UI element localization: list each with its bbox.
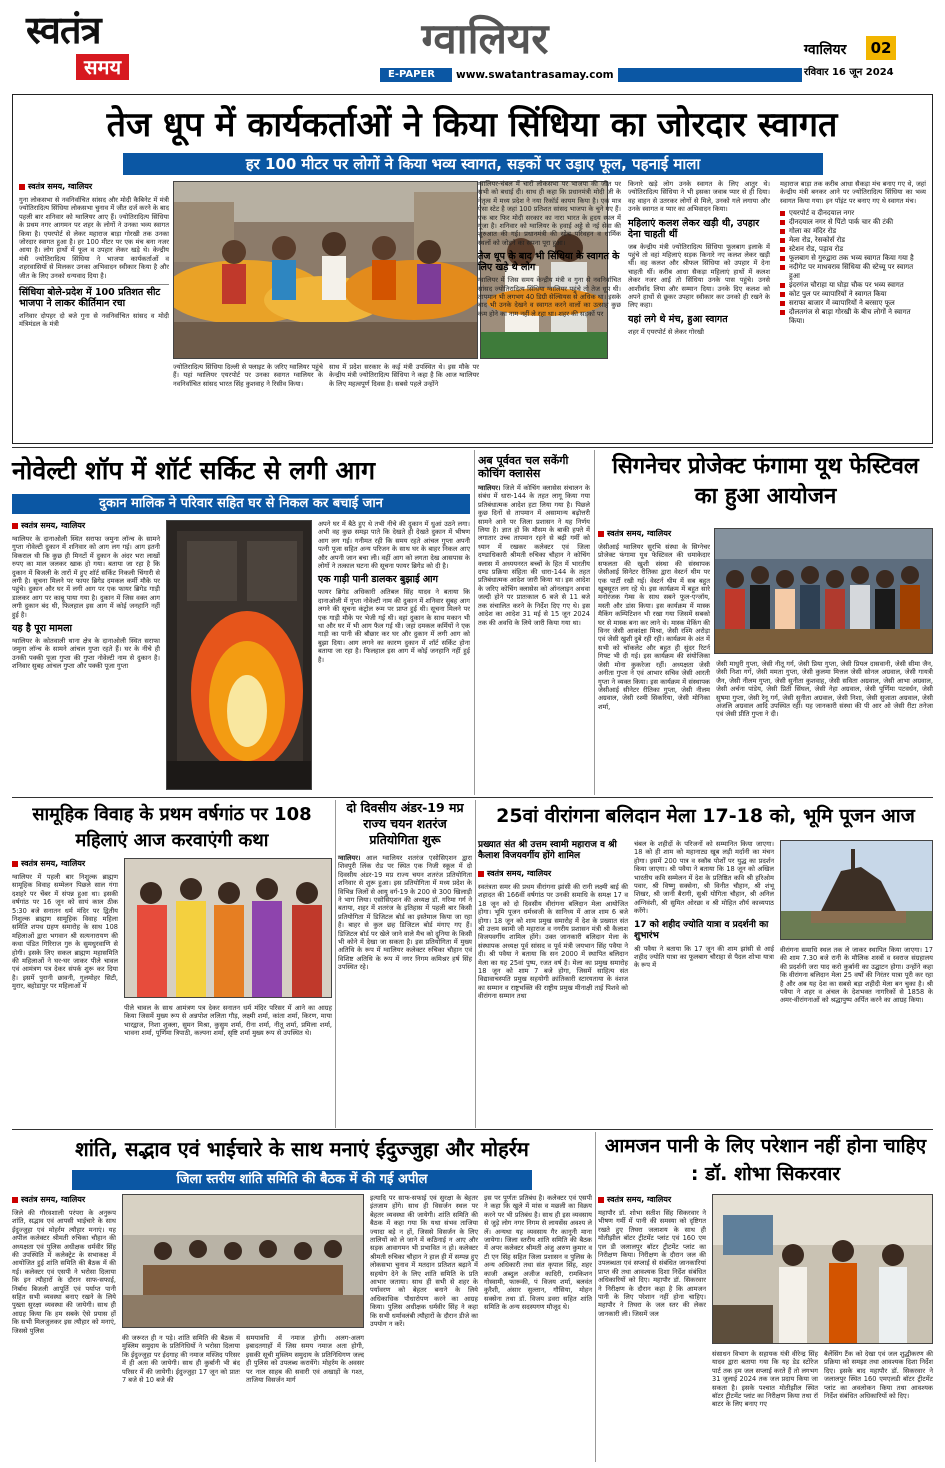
divider <box>12 1129 933 1130</box>
divider <box>475 800 476 1128</box>
list-item: इंदरगंज चौराहा या घोड़ा चौक पर भव्य स्वागत <box>780 281 926 290</box>
column-3 <box>318 520 470 664</box>
inspection-photo-graphic <box>713 1195 933 1344</box>
headline: नोवेल्टी शॉप में शॉर्ट सर्किट से लगी आग <box>12 456 376 485</box>
list-item: गोला का मंदिर रोड <box>780 227 926 236</box>
procession-photo <box>173 181 478 359</box>
meeting-photo <box>122 1194 364 1328</box>
list-item: दौलतगंज से बाड़ा गोरखी के बीच लोगों ने स्वागत किया। <box>780 308 926 326</box>
list-item: कोट पुल पर व्यापारियों ने स्वागत किया <box>780 290 926 299</box>
edition-city: ग्वालियर <box>804 42 847 58</box>
body-text: ग्वालियर-चंबल में चारों लोकसभा पर भाजपा की जीत पर सभी को बधाई दी। साथ ही कहा कि प्रधानमंत्री मोदी जी के नेतृत्व में मध्य प्रदेश ने नया रिकॉर्ड कायम किया है। एक मात्र ऐसा स्टेट है जहां 100 प्रतिशत सांसद भाजपा के चुने गए हैं। एक बार फिर मोदी सरकार का नारा भारत के हृदय स्थल में गूंजा है। शनिवार को ग्वालियर के हवाई अड्डे से नई सेवा की शुरुआत की गई। प्रधानमंत्री की सोच परिवहन व धार्मिक स्थलों को जोड़ने का सपना पूरा हुआ। <box>478 180 621 247</box>
body-text: शहर में एयरपोर्ट से लेकर गोरखी <box>628 327 704 336</box>
fire-photo <box>166 520 312 790</box>
column-1 <box>19 181 169 329</box>
subheading: सिंधिया बोले-प्रदेश में 100 प्रतिशत सीट भाजपा ने लाकर कीर्तिमान रचा <box>19 284 169 309</box>
body-text: फायर ब्रिगेड अधिकारी अतिबल सिंह यादव ने बताया कि दानाओली में गुप्ता नोवेल्टी नाम की दुकान में शनिवार सुबह आग लगने की सूचना कंट्रोल रूम पर प्राप्त हुई थी। सूचना मिलने पर एक गाड़ी मौके पर भेजी गई थी। वहां दुकान के साथ मकान भी था और घर में भी आग फैल गई थी। जहां दमकल कर्मियों ने एक गाड़ी का पानी की बौछार कर घर और दुकान में लगी आग को बुझा दिया। आग लगने का कारण दुकान में शॉर्ट सर्किट होना बताया जा रहा है। फिलहाल इस आग में कोई जनहानि नहीं हुई है। <box>318 588 470 664</box>
column-1 <box>598 528 710 711</box>
body-text: वीरांगना समाधि स्थल तक ले जाकर स्थापित किया जाएगा। 17 की शाम 7.30 बजे रानी के मौलिक शस्त्रों व स्वराज संग्रहालय की प्रदर्शनी जरा याद करो कुर्बानी का उद्घाटन होगा। उन्होंने कहा कि वीरांगना बलिदान मेला 25 वर्षों की निरंतर यात्रा पूरी कर रहा है और अब यह देश का सबसे बड़ा शहीदी मेला बन चुका है। श्री पवैया ने शहर व अंचल के देशभक्त नागरिकों से 1858 के अमर-वीरांगनाओं को श्रद्धापुष्प अर्पित करने का आग्रह किया। <box>780 946 933 1005</box>
body-text: गुना लोकसभा से नवनिर्वाचित सांसद और मोदी कैबिनेट में मंत्री ज्योतिरादित्य सिंधिया लोकसभा चुनाव में जीत दर्ज करने के बाद पहली बार शनिवार को ग्वालियर आए हैं। ज्योतिरादित्य सिंधिया के प्रथम नगर आगमन पर शहर के लोगों ने उनका भव्य स्वागत किया है। एयरपोर्ट से लेकर महाराज बाड़ा गोरखी तक उनका जोरदार स्वागत हुआ है। हर 100 मीटर पर एक मंच बना नजर आया है। लोग हाथों में फूल व उपहार लेकर खड़े थे। केन्द्रीय मंत्री ज्योतिरादित्य सिंधिया ने भाजपा कार्यकर्ताओं व शहरवासियों से मिलकर उनका अभिवादन स्वीकार किया है और जीत के लिए उनको धन्यवाद दिया है। <box>19 196 169 280</box>
dateline: ग्वालियर। <box>338 854 361 862</box>
body-text: संसाधन विभाग के सहायक यंत्री वीरेन्द्र सिंह यादव द्वारा बताया गया कि यह डेड स्टोरेज पार्ट तक हम जल सप्लाई करते हैं तो लगभग 31 जुलाई 2024 तक जल प्रदाय किया जा सकता है। इसके पश्चात मोतीझील स्थित बॉटर ट्रीटमेंट प्लांट का निरीक्षण किया तथा रॉ बाटर के लिए बनाए गए <box>712 1350 818 1409</box>
logo-bottom-text: समय <box>76 54 129 80</box>
body-text: श्री पवैया ने बताया कि 17 जून की शाम झांसी से आई शहीद ज्योति यात्रा का फूलबाग चौराहा से पैदल शोभा यात्रा के रूप में <box>634 944 774 970</box>
page-number: 02 <box>866 36 896 60</box>
body-text <box>338 854 472 972</box>
story-veerangana-mela <box>478 800 933 1130</box>
body-text: महाराज बाड़ा तक करीब आधा सैकड़ा मंच बनाए गए थे, जहां केन्द्रीय मंत्री बनकर आने पर ज्योतिरादित्य सिंधिया का भव्य स्वागत किया गया। इन पॉइंट पर बनाए गए थे स्वागत मंच। <box>780 180 926 205</box>
body-text: इस पर पूर्णतः प्रतिबंध है। कलेक्टर एवं एसपी ने कहा कि खुले में मांस व मछली का विक्रय करने पर भी प्रतिबंध है। साथ ही इस व्यवसाय से जुड़े लोग नगर निगम से लायसेंस अवश्य ले लें। अन्यथा यह व्यवसाय गैर कानूनी माना जायेगा। जिला स्तरीय शांति समिति की बैठक में अपर कलेक्टर श्रीमती अंजु अरुण कुमार व टी एन सिंह सहित जिला प्रशासन व पुलिस के अन्य अधिकारी तथा संत कृपाल सिंह, शहर काजी अब्दुल अजीज कादिरी, रामकिशन गोस्वामी, फारूकी, पं विजय शर्मा, बलवंत कुरैशी, अंसार सुल्तान, गौसिया, मोहन सक्सेना तथा डॉ. विजय डवरा सहित शांति समिति के अन्य सदस्यगण मौजूद थे। <box>484 1194 592 1312</box>
issue-date: रविवार 16 जून 2024 <box>804 67 894 78</box>
statue-photo-graphic <box>781 841 933 940</box>
inspection-photo <box>712 1194 933 1344</box>
logo-top-text: स्वतंत्र <box>26 7 101 52</box>
column-1 <box>12 1194 116 1335</box>
body-text: किनारे खड़े लोग उनके स्वागत के लिए आतुर थे। ज्योतिरादित्य सिंधिया ने भी इसका जवाब प्यार से ही दिया। वह वाहन से उतरकर लोगों से मिले, उनको गले लगाया और उनके स्वागत व प्यार का अभिवादन किया। <box>628 180 770 214</box>
headline: शांति, सद्भाव एवं भाईचारे के साथ मनाएं ईदुज्जुहा और मोहर्रम <box>75 1137 529 1161</box>
body-text <box>478 484 590 627</box>
divider <box>335 800 336 1128</box>
logo <box>26 8 156 88</box>
city-title: ग्वालियर <box>421 14 549 63</box>
headline: अब पूर्ववत चल सकेंगी कोचिंग क्लासेस <box>478 454 569 480</box>
story-coaching <box>478 454 590 794</box>
headline: सामूहिक विवाह के प्रथम वर्षगांठ पर 108 महिलाएं आज करवाएंगी कथा <box>32 804 312 851</box>
byline: स्वतंत्र समय, ग्वालियर <box>12 858 118 869</box>
body-text: बैलेंसिंग टैंक को देखा एवं जल शुद्धीकरण की प्रक्रिया को समझा तथा आवश्यक दिशा निर्देश दिए। इसके बाद महापौर डॉ. सिकरवार ने जलालपुर स्थित 160 एमएलडी बॉटर ट्रीटमेंट प्लांट का अवलोकन किया तथा आवश्यक निर्देश संबंधित अधिकारियों को दिए। <box>824 1350 933 1401</box>
body-text-span: जिले में कोचिंग क्लासेस संचालन के संबंध में धारा-144 के तहत लागू किया गया प्रतिबंधात्मक आदेश हटा लिया गया है। पिछले कुछ दिनों से तापमान में असामान्य बढ़ोत्तरी सामने आने पर जिला प्रशासन ने यह निर्णय लिया है। ज्ञात हो कि मौसम के बाकी हफ्ते में लगातार उच्च तापमान रहने से बढ़ी गर्मी को ध्यान में रखकर कलेक्टर एवं जिला दण्डाधिकारी श्रीमती रुचिका चौहान ने कोचिंग क्लास में अध्ययनरत बच्चों के हित में भारतीय दण्ड प्रक्रिया संहिता की धारा-144 के तहत प्रतिबंधात्मक आदेश जारी किया था। इस आदेश के जरिए कोचिंग क्लासेस को ऑनलाइन अथवा जल्दी होने पर प्रातःकाल 6 बजे से 11 बजे तक संचालित करने के निर्देश दिए गए थे। इस आदेश का आदेश 31 मई से 15 जून 2024 तक की अवधि के लिये जारी किया गया था। <box>478 484 590 627</box>
epaper-label: E-PAPER <box>388 69 435 80</box>
column-2 <box>634 840 774 970</box>
story-novelty-fire <box>12 450 470 795</box>
body-text: जब केन्द्रीय मंत्री ज्योतिरादित्य सिंधिया फूलबाग इलाके में पहुंचे तो वहां महिलाएं सड़क किनारे नए कलश लेकर खड़ी थीं। वह कलश और श्रीफल सिंधिया को उपहार में देना चाहती थीं। करीब आधा सैकड़ा महिलाएं हाथों में कलश लेकर नजर आईं तो सिंधिया उनके पास पहुंचे। उनसे आशीर्वाद लिया और सम्मान दिया। उनके दिए कलश को अपने हाथों से छूकर उपहार स्वीकार कर उनको ही रखने के लिए कहा। <box>628 242 770 310</box>
byline: स्वतंत्र समय, ग्वालियर <box>12 1194 116 1205</box>
body-text: जेसीआई ग्वालियर सुरभि संस्था के सिग्नेचर प्रोजेक्ट फंगामा यूथ फेस्टिवल की धमाकेदार सफलता की खुशी संस्था की संस्थापक जेसीआई सिनेटर रीतिका द्वारा वेस्टर्न थीम पर एक पार्टी रखी गई। वेस्टर्न थीम में सब बहुत खूबसूरत लग रहे थे। इस कार्यक्रम में बहुत सारे मनोरंजक गेम्स के साथ सबने फूल-एन्जॉय, मस्ती और डांस किया। इस कार्यक्रम में मास्क मैकिंग कम्पिटिशन भी रखा गया जिसमें सबको घर से मास्क बना कर लाने थे। मास्क मेकिंग की विनर जेसी आकांक्षा मिश्रा, जेसी रश्मि अरोड़ा एवं जेसी खुशी दुबे रही रही। कार्यक्रम के अंत में सभी को चॉकलेट और बहुत ही सुंदर रिटर्न गिफ्ट भी दी गई। इस कार्यक्रम की संयोजिका जेसी मोना कुकरेजा रहीं। अध्यक्षता जेसी अनीता गुप्ता ने एवं आभार सचिव जेसी आरती गुप्ता ने व्यक्त किया। इस कार्यक्रम में संस्थापक जेसीआई सीनेटर रीतिका गुप्ता, जेसी नीलम अग्रवाल, जेसी रश्मी सिकरिया, जेसी मोनिका शर्मा, <box>598 543 710 711</box>
body-text: जेसी माधुरी गुप्ता, जेसी नीतू गर्ग, जेसी प्रिया गुप्ता, जेसी प्रियल दासवानी, जेसी सीमा जैन, जेसी निशा गर्ग, जेसी ममता गुप्ता, जेसी कुलमा मित्तल जेसी सोनल अग्रवाल, जेसी गायत्री जैन, जेसी नीलम गुप्ता, जेसी सुनीता कुशवाह, जेसी सविता अग्रवाल, जेसी आभा अग्रवाल, जेसी अर्चना पांडेय, जेसी प्रिती सिंघल, जेसी नेहा अग्रवाल, जेसी पूर्णिमा पटवर्धन, जेसी सुषमा गुप्ता, जेसी रेनू गर्ग, जेसी सुनीता अग्रवाल, जेसी निशा, जेसी सुजाता अग्रवाल, जेसी अंजलि अग्रवाल आदि उपस्थित रहीं। यह जानकारी संस्था की पी आर ओ जेसी रीटा तनेजा एवं जेसी प्रीति गुप्ता ने दी। <box>716 660 933 719</box>
list-item: एयरपोर्ट व दीनदयाल नगर <box>780 209 926 218</box>
body-text: महापौर डॉ. शोभा सतीश सिंह सिकरवार ने भीषण गर्मी में पानी की समस्या को दृष्टिगत रखते हुए तिघरा जलाशय के साथ ही मोतीझील बॉटर ट्रीटमेंट प्लांट एवं 160 एम एल डी जलालपुर बॉटर ट्रीटमेंट प्लांट का निरीक्षण किया। निरीक्षण के दौरान जल की उपलब्धता एवं सप्लाई से संबंधित जानकारियां प्राप्त की तथा आवश्यक दिशा निर्देश संबंधित अधिकारियों को दिए। महापौर डॉ. सिकरवार ने निरीक्षण के दौरान कहा है कि आमजन पानी के लिए परेशान नहीं होना चाहिए। महापौर ने तिघरा के जल स्तर की लेकर जानकारी ली। जिसमें जल <box>598 1209 706 1318</box>
story-chess <box>338 800 472 1130</box>
subheading: तेज धूप के बाद भी सिंधिया के स्वागत के लिए खड़े थे लोग <box>478 251 620 274</box>
column-1 <box>12 858 118 991</box>
list-item: मेला रोड, रेसकोर्स रोड <box>780 236 926 245</box>
women-photo-graphic <box>125 859 332 998</box>
body-text: ग्वालियर में जिस समय केन्द्रीय मंत्री व गुना से नवनिर्वाचित सांसद ज्योतिरादित्य सिंधिया ग्वालियर पहुंचे तो तेज धूप थी। तापमान भी लगभग 40 डिग्री सेल्सियस से अधिक था। इसके बाद भी उनके देखने व स्वागत करने वालों का उत्साह कुछ कम होने का नाम नहीं ले रहा था। शहर की सड़कों पर <box>478 276 621 318</box>
body-text: ग्वालियर के दानाओली स्थित सराफा जमुना लॉन्च के सामने गुप्ता नोवेल्टी दुकान में शनिवार को आग लग गई। आग इतनी विकराल थी कि कुछ ही मिनटों में दुकान के अंदर भरा लाखों रुपए का माल जलकर खाक हो गया। बताया जा रहा है कि दुकान में बिजली के तारों में हुए शॉर्ट सर्किट निकली चिंगारी से लगी है। सूचना मिलने पर फायर ब्रिगेड दमकल कर्मी मौके पर पहुंचे। दुकान और घर में लगी आग पर एक फायर ब्रिगेड गाड़ी डालकर आग पर काबू पाया गया है। दुकान में जिस वक्त आग लगी दुकान बंद थी, फिलहाल इस आग में कोई जनहानि नहीं हुई है। <box>12 535 160 619</box>
column-1 <box>12 520 160 671</box>
body-text: पीले चावल के साथ आमंत्रण पत्र देकर सनातन धर्म मंदिर परिसर में आने का आग्रह किया जिसमें मुख्य रूप से अन्नपोश ललिता गौड़, लक्ष्मी शर्मा, कांता शर्मा, किरण, माया भारद्वाज, निशा शुक्ला, सुमन मिश्रा, कुसुम शर्मा, रीना शर्मा, नीतू शर्मा, प्रमिला शर्मा, भावना शर्मा, पूर्णिमा त्रिपाठी, कल्पना शर्मा, सृष्टि शर्मा मुख्य रूप से उपस्थित थे। <box>124 1004 332 1038</box>
strapline: दुकान मालिक ने परिवार सहित घर से निकल कर बचाई जान <box>12 494 470 514</box>
divider <box>12 797 933 798</box>
body-text-span: आल ग्वालियर शतरंज एसोसिएशन द्वारा शिवपुरी लिंक रोड पर स्थित एक निजी स्कूल में दो दिवसीय अंडर-19 मप्र राज्य चयन शतरंज प्रतियोगिता शनिवार से शुरू हुआ। इस प्रतियोगिता में मध्य प्रदेश के विभिन्न जिलों से आयु वर्ग-19 के 200 से 300 खिलाड़ी ने भाग लिया। एसोसिएशन की अध्यक्ष डॉ. गरिमा गर्ग ने बताया, शहर में शतरंज के इतिहास में पहली बार किसी प्रतियोगिता में डिजिटल बोर्ड का इस्तेमाल किया जा रहा है। बाहर से कुल छह डिजिटल बोर्ड मंगाए गए हैं। डिजिटल बोर्ड पर खेले जाने वाले मैच को दुनिया के किसी भी कोने में देखा जा सकता है। इस प्रतियोगिता में मुख्य अतिथि के रूप में ग्वालियर कलेक्टर रुचिका चौहान एवं विशिष्ट अतिथि के रूप में नगर निगम कमिश्नर हर्ष सिंह उपस्थित रहे। <box>338 854 472 972</box>
headline: आमजन पानी के लिए परेशान नहीं होना चाहिए : डॉ. शोभा सिकरवार <box>604 1135 927 1185</box>
dateline: ग्वालियर। <box>478 484 501 492</box>
photo-caption: की जरूरत ही न पड़े। शांति समिति की बैठक में मुस्लिम समुदाय के प्रतिनिधियों ने भरोसा दिलाया कि ईदुज्जुहा पर ईदगाह की नमाज मस्जिद परिसर में ही अता की जायेगी। साथ ही कुर्बानी भी बंद परिसर में की जायेगी। ईदुज्जुहा 17 जून को प्रातः 7 बजे से 10 बजे की <box>122 1334 240 1385</box>
body-text: शनिवार दोपहर दो बजे गुना से नवनिर्वाचित सांसद व मोदी मंत्रिमंडल के मंत्री <box>19 312 169 329</box>
divider <box>12 447 933 448</box>
group-photo-graphic <box>715 529 933 654</box>
fire-photo-graphic <box>167 521 312 790</box>
body-text: जिले की गौरवशाली परंपरा के अनुरूप शांति, सद्भाव एवं आपसी भाईचारे के साथ ईदुज्जुहा एवं मोहर्रम त्यौहार मनाएं। यह अपील कलेक्टर श्रीमती रुचिका चौहान की अध्यक्षता एवं पुलिस अधीक्षक धर्मवीर सिंह की उपस्थिति में कलेक्ट्रेट के सभाकक्ष में आयोजित हुई शांति समिति की बैठक में की गई। कलेक्टर एवं एसपी ने भरोसा दिलाया कि इन त्यौहारों के दौरान साफ-सफाई, निर्बाध बिजली आपूर्ति एवं पर्याप्त पानी सहित सभी व्यवस्था बनाए रखने के लिये पुख्ता सुरक्षा व्यवस्था की जायेगी। साथ ही आग्रह किया कि हम सबके ऐसे प्रयास हों कि सभी मिलजुलकर इस त्यौहार को मनाएं, जिससे पुलिस <box>12 1209 116 1335</box>
body-text: अपने घर में बैठे हुए थे तभी नीचे की दुकान में धुआं उठने लगा। अभी वह कुछ समझ पाते कि देखते ही देखते दुकान में भीषण आग लग गई। गनीमत रही कि समय रहते आंचल गुप्ता अपनी पत्नी पूजा सहित अन्य परिजन के साथ घर के बाहर निकल आए और अपनी जान बचा ली। वहीं आग को लगता देख आसपास के लोगों ने तत्काल घटना की सूचना फायर ब्रिगेड को दी है। <box>318 520 470 571</box>
column-1 <box>598 1194 706 1318</box>
headline: तेज धूप में कार्यकर्ताओं ने किया सिंधिया का जोरदार स्वागत <box>106 105 838 145</box>
story1-col5 <box>780 180 926 326</box>
subheading: यहां लगे थे मंच, हुआ स्वागत <box>628 313 728 325</box>
party-photo <box>714 528 933 654</box>
byline: स्वतंत्र समय, ग्वालियर <box>12 520 160 531</box>
story-samuhik-vivah <box>12 800 332 1130</box>
subheading: एक गाड़ी पानी डालकर बुझाई आग <box>318 574 438 586</box>
list-item: स्टेशन रोड, पड़ाव रोड <box>780 245 926 254</box>
subheading: महिलाएं कलश लेकर खड़ी थी, उपहार देना चाहती थीं <box>628 217 760 240</box>
crowd-photo-graphic <box>174 182 478 359</box>
headline: 25वां वीरांगना बलिदान मेला 17-18 को, भूमि पूजन आज <box>496 805 915 827</box>
byline: स्वतंत्र समय, ग्वालियर <box>19 181 169 192</box>
masthead <box>0 0 945 92</box>
body-text: ग्वालियर के कोतवाली थाना क्षेत्र के दानाओली स्थित सराफा जमुना लॉन्च के सामने आंचल गुप्ता रहते हैं। घर के नीचे ही उनकी पक्की पूजा गुप्ता की गुप्ता नोवेल्टी नाम से दुकान है। शनिवार सुबह आंचल गुप्ता और पक्की पूजा गुप्ता <box>12 637 160 671</box>
photo-caption: समयावधि में नमाज होगी। अलग-अलग इबादतगाहों में जिस समय नमाज अता होगी, इसकी सूची मुस्लिम समुदाय के प्रतिनिधिगण जल्द ही पुलिस को उपलब्ध करायेंगे। मोहर्रम के अवसर पर नाल साहब की सवारी एवं अखाड़ों के गश्त, ताजिया विसर्जन मार्ग <box>246 1334 364 1385</box>
story-signature-project <box>598 450 933 795</box>
headline: दो दिवसीय अंडर-19 मप्र राज्य चयन शतरंज प्रतियोगिता शुरू <box>346 800 464 847</box>
divider <box>595 1132 596 1462</box>
list-item: दीनदयाल नगर से पिंटो पार्क चार की टंकी <box>780 218 926 227</box>
column-1 <box>478 840 628 1001</box>
meeting-photo-graphic <box>123 1195 364 1328</box>
byline: स्वतंत्र समय, ग्वालियर <box>598 528 710 539</box>
subheading: यह है पूरा मामला <box>12 623 72 635</box>
story1-col4 <box>628 180 770 336</box>
women-photo <box>124 858 332 998</box>
body-text: चंबल के शहीदों के परिजनों को सम्मानित किया जाएगा। 18 को ही शाम को महानाट्य खूब लड़ी मर्दानी का मंचन होगा। इसमें 200 पात्र व स्कौब पोर्शों पर युद्ध का प्रदर्शन किया जाएगा। श्री पवैया ने बताया कि 18 जून को अखिल भारतीय कवि सम्मेलन में देश के प्रतिष्ठित कवि श्री हरिओम पवार, श्री विष्णु सक्सेना, श्री विनीत चौहान, श्री शंभू शिखर, श्री जानी बैरागी, सुश्री योगिता चौहान, श्री अनिल अग्निवंशी, श्री सुमित ओरछा व श्री मोहित शौर्य काव्यपाठ करेंगे। <box>634 840 774 916</box>
statue-photo <box>780 840 933 940</box>
photo-caption: ज्योतिरादित्य सिंधिया दिल्ली से फ्लाइट के जरिए ग्वालियर पहुंचे हैं। यहां ग्वालियर एयरपोर्ट पर उनका स्वागत ग्वालियर के नवनिर्वाचित सांसद भारत सिंह कुशवाह ने रिसीव किया। <box>173 363 323 388</box>
byline: स्वतंत्र समय, ग्वालियर <box>478 868 628 879</box>
story-water-mayor <box>598 1132 933 1462</box>
body-text: स्वतंत्रता समर की प्रथम वीरांगना झांसी की रानी लक्ष्मी बाई की शहादत की 166वीं वर्षगांठ पर उनकी समाधि के समक्ष 17 व 18 जून को दो दिवसीय वीरांगना बलिदान मेला आयोजित होगा। भूमि पूजन धर्मध्वजी के सानिध्य में आज शाम 6 बजे होगा। 18 जून को शाम प्रमुख समारोह में देश के प्रख्यात संत श्री उत्तम स्वामी जी महाराज व नगरीय प्रशासन मंत्री श्री कैलाश विजयवर्गीय शामिल होंगे। उक्त जानकारी बलिदान मेला के संस्थापक अध्यक्ष पूर्व सांसद व पूर्व मंत्री जयभान सिंह पवैया ने दी। श्री पवैया ने बताया कि सन 2000 में स्थापित बलिदान मेला का यह 25वां पुष्प, रजत वर्ष है। मेला का प्रमुख समारोह 18 जून को शाम 7 बजे होगा, जिसमें साहित्य संत विद्यावाचस्पति प्रमुख सहयोगी क्रांतिकारी स्टारयताया के वंशज का सम्मान व राष्ट्रभक्ति की राष्ट्रीय प्रमुख मीनाक्षी ताई पिशवे को वीरांगना सम्मान तथा <box>478 883 628 1001</box>
story1-col3 <box>478 180 621 318</box>
website-link[interactable]: www.swatantrasamay.com <box>452 68 618 82</box>
welcome-points-list <box>780 209 926 326</box>
subheading: प्रख्यात संत श्री उत्तम स्वामी महाराज व श्री कैलाश विजयवर्गीय होंगे शामिल <box>478 840 617 861</box>
story-shanti-samiti <box>12 1132 592 1462</box>
byline: स्वतंत्र समय, ग्वालियर <box>598 1194 706 1205</box>
strapline: जिला स्तरीय शांति समिति की बैठक में की गई अपील <box>72 1170 532 1190</box>
list-item: फूलबाग से गुरुद्वारा तक भव्य स्वागत किया गया है <box>780 254 926 263</box>
headline: सिगनेचर प्रोजेक्ट फंगामा यूथ फेस्टिवल का हुआ आयोजन <box>612 454 919 509</box>
divider <box>594 450 595 795</box>
photo-caption: साथ में प्रदेश सरकार के कई मंत्री उपस्थित थे। इस मौके पर केन्द्रीय मंत्री ज्योतिरादित्य सिंधिया ने कहा है कि आज ग्वालियर के लिए महत्वपूर्ण दिवस है। सबसे पहले उन्होंने <box>329 363 479 388</box>
list-item: नदीगेट पर माधवराव सिंधिया की स्टेच्यू पर स्वागत हुआ <box>780 263 926 281</box>
subheading: 17 को शहीद ज्योति यात्रा व प्रदर्शनी का शुभारंभ <box>634 919 769 941</box>
strapline: हर 100 मीटर पर लोगों ने किया भव्य स्वागत, सड़कों पर उड़ाए फूल, पहनाई माला <box>123 153 823 175</box>
divider <box>474 450 475 795</box>
list-item: सराफा बाजार में व्यापारियों ने बरसाए फूल <box>780 299 926 308</box>
body-text: इत्यादि पर साफ-सफाई एवं सुरक्षा के बेहतर इंतजाम होंगे। साथ ही विसर्जन स्थल पर बेहतर व्यवस्था की जायेगी। शांति समिति की बैठक में कहा गया कि यथा संभव ताजिया ज्यादा बड़े न हों, जिससे विसर्जन के लिए तालियों को ले जाने में कठिनाई न आए और सड़क आवागमन भी प्रभावित न हो। कलेक्टर श्रीमती रुचिका चौहान ने हाल ही में सम्पन्न हुए लोकसभा चुनाव में मतदान प्रतिशत बढ़ाने में सहयोग देने के लिए शांति समिति के प्रति आभार जताया। साथ ही सभी से शहर के पर्यावरण को बेहतर बनाने के लिये अधिकाधिक पौधारोपण करने का आग्रह किया। पुलिस अधीक्षक धर्मवीर सिंह ने कहा कि सभी धर्मावलंबी त्यौहारों के दौरान डीजे का उपयोग न करें। <box>370 1194 478 1329</box>
body-text: ग्वालियर में पहली बार निशुल्क ब्राह्मण सामूहिक विवाह सम्मेलन पिछले साल गंगा दशहरे पर चेंबर में संपन्न हुआ था। इसकी वर्षगांठ पर 16 जून को सायं काल ठीक 5:30 बजे सनातन धर्म मंदिर पर द्वितीय निशुल्क ब्राह्मण सामूहिक विवाह महिला समिति शपथ ग्रहण समारोह के साथ 108 महिलाओं द्वारा भगवान श्री सत्यनारायण की कथा पंडित गिरिराज गुरु के सुमधुरवाणि से होगी। इसके लिए सकल ब्राह्मण महासमिति की महिलाओं ने घर-घर जाकर पीले चावल एवं आमंत्रण पत्र देकर संपर्क शुरू कर दिया है। इसमें पुरानी छावनी, गुलमोहर सिटी, मुरार, बहोडापुर पर महिलाओं में <box>12 873 118 991</box>
